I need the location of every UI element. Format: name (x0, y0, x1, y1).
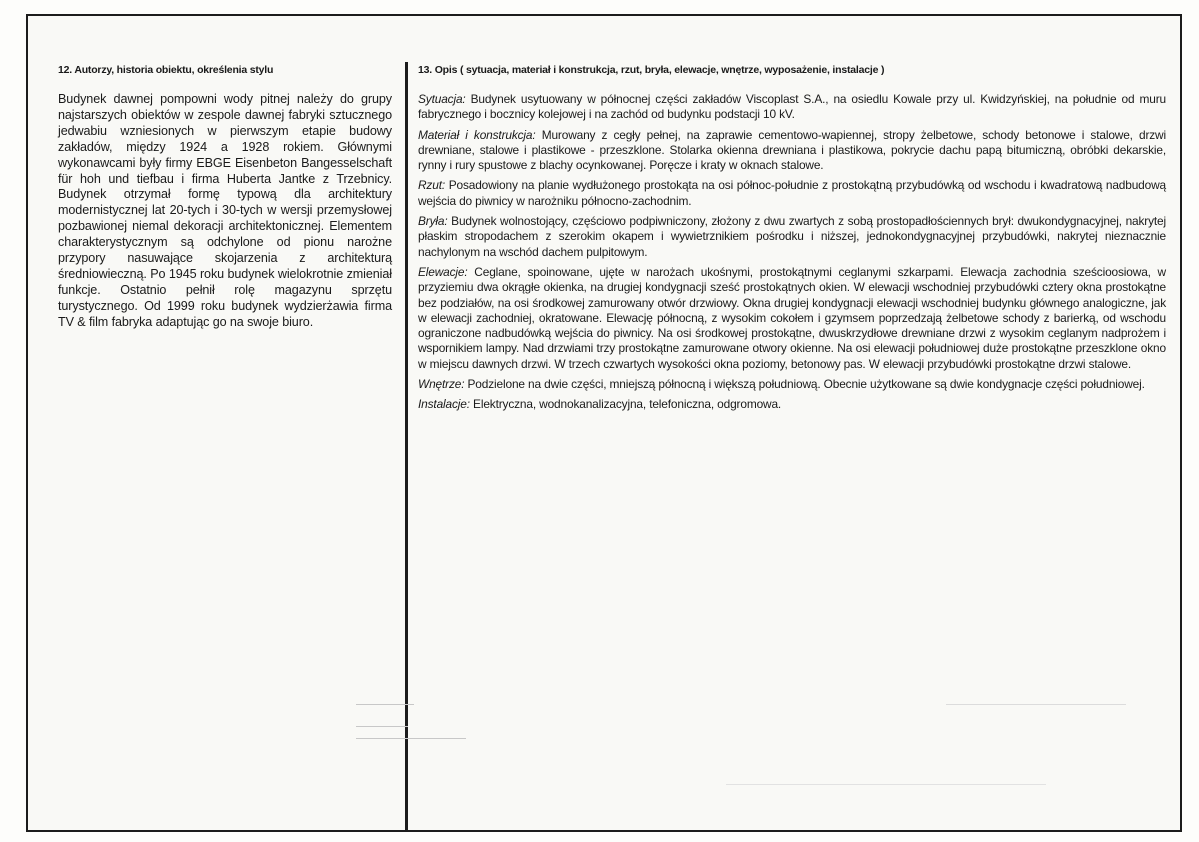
paragraph-label: Wnętrze: (418, 377, 465, 392)
scan-artifact-line (726, 784, 1046, 785)
paragraph-text: Elektryczna, wodnokanalizacyjna, telefoniczna, odgromowa. (469, 397, 782, 412)
column-divider (405, 62, 408, 832)
paragraph-text: Budynek usytuowany w północnej części zakładów Viscoplast S.A., na osiedlu Kowale przy ul. Kwidzyńskiej, na południe od muru fabrycznego i bocznicy kolejowej i na zachód od budynku podstacji 10 kV. (418, 92, 1166, 122)
paragraph-text: Murowany z cegły pełnej, na zaprawie cementowo-wapiennej, stropy żelbetowe, schody betonowe i stalowe, drzwi drewniane, stalowe i plastikowe - przeszklone. Stolarka okienna drewniana i plastikowa, pokrycie dachu papą bitumiczną, obróbki dekarskie, rynny i rury spustowe z blachy ocynkowanej. Poręcze i kraty w oknach stalowe. (418, 127, 1166, 173)
paragraph-material (418, 128, 1166, 174)
section-13-description (418, 64, 1166, 418)
paragraph-text: Ceglane, spoinowane, ujęte w narożach ukośnymi, prostokątnymi ceglanymi szkarpami. Elewacja zachodnia sześcioosiowa, w przyziemiu dwa okrągłe okienka, na drugiej kondygnacji sześć prostokątnych okien. W elewacji wschodniej przybudówki cztery okna prostokątne bez podziałów, na osi środkowej zamurowany otwór drzwiowy. Okna drugiej kondygnacji elewacji wschodniej budynku głównego analogiczne, jak w elewacji zachodniej, okratowane. Elewację północną, z wysokim cokołem i gzymsem poprzedzają żelbetowe schody z barierką, od wschodu ograniczone nadbudówką wejścia do piwnicy. Na osi środkowej prostokątne, dwuskrzydłowe drewniane drzwi z wysokim ceglanym nadprożem i wspornikiem lampy. Nad drzwiami trzy prostokątne zamurowane otwory okienne. Na osi elewacji południowej duże prostokątne przeszklone okno w miejscu dawnych drzwi. W trzech czwartych wysokości okna poziomy, betonowy pas. W elewacji przybudówki prostokątne drzwi stalowe. (418, 264, 1166, 371)
section-12-body: Budynek dawnej pompowni wody pitnej należy do grupy najstarszych obiektów w zespole dawnej fabryki sztucznego jedwabiu wzniesionych w pierwszym etapie budowy zakładów, między 1924 a 1928 rokiem. Głównymi wykonawcami były firmy EBGE Eisenbeton Bangesselschaft für hoh und tiefbau i firma Huberta Jantke z Trzebnicy. Budynek otrzymał formę typową dla architektury modernistycznej lat 20-tych i 30-tych w wersji przemysłowej pozbawionej niemal dekoracji architektonicznej. Elementem charakterystycznym są odchylone od pionu narożne przypory nasuwające skojarzenia z architekturą średniowieczną. Po 1945 roku budynek wielokrotnie zmieniał funkcje. Ostatnio pełnił rolę magazynu sprzętu turystycznego. Od 1999 roku budynek wydzierżawia firma TV & film fabryka adaptując go na swoje biuro. (58, 92, 392, 329)
section-12-heading: 12. Autorzy, historia obiektu, określenia stylu (58, 64, 274, 76)
section-13-heading: 13. Opis ( sytuacja, materiał i konstrukcja, rzut, bryła, elewacje, wnętrze, wyposażenie, instalacje ) (418, 64, 885, 76)
paragraph-elewacje (418, 265, 1166, 372)
paragraph-label: Materiał i konstrukcja: (418, 127, 536, 142)
paragraph-label: Sytuacja: (418, 92, 466, 106)
frame-left-border (26, 14, 28, 832)
frame-right-border (1180, 14, 1182, 832)
paragraph-wnetrze (418, 377, 1166, 392)
scan-artifact-line (356, 704, 414, 705)
frame-bottom-border (26, 830, 1182, 832)
paragraph-text: Podzielone na dwie części, mniejszą północną i większą południową. Obecnie użytkowane są dwie kondygnacje części południowej. (464, 377, 1145, 392)
paragraph-sytuacja (418, 92, 1166, 123)
paragraph-label: Bryła: (418, 214, 448, 229)
paragraph-text: Budynek wolnostojący, częściowo podpiwniczony, złożony z dwu zwartych z sobą prostopadłościennych brył: dwukondygnacyjnej, nakrytej płaskim stropodachem z szerokim okapem i wywietrznikiem pośrodku i niższej, jednokondygnacyjnej przybudówki, nakrytej nieznacznie nachylonym na wschód dachem pulpitowym. (418, 214, 1166, 259)
paragraph-label: Rzut: (418, 178, 446, 193)
form-sheet (26, 14, 1182, 832)
frame-top-border (26, 14, 1182, 16)
section-12-history (58, 64, 392, 331)
scan-artifact-line (946, 704, 1126, 705)
paragraph-bryla (418, 214, 1166, 260)
paragraph-instalacje (418, 397, 1166, 412)
paragraph-rzut (418, 178, 1166, 209)
paragraph-label: Instalacje: (418, 397, 470, 412)
scan-artifact-line (356, 738, 466, 739)
paragraph-text: Posadowiony na planie wydłużonego prostokąta na osi północ-południe z prostokątną przybudówką od wschodu i kwadratową nadbudową wejścia do piwnicy w narożniku północno-zachodnim. (418, 178, 1166, 208)
scan-artifact-line (356, 726, 408, 727)
paragraph-label: Elewacje: (418, 264, 468, 279)
